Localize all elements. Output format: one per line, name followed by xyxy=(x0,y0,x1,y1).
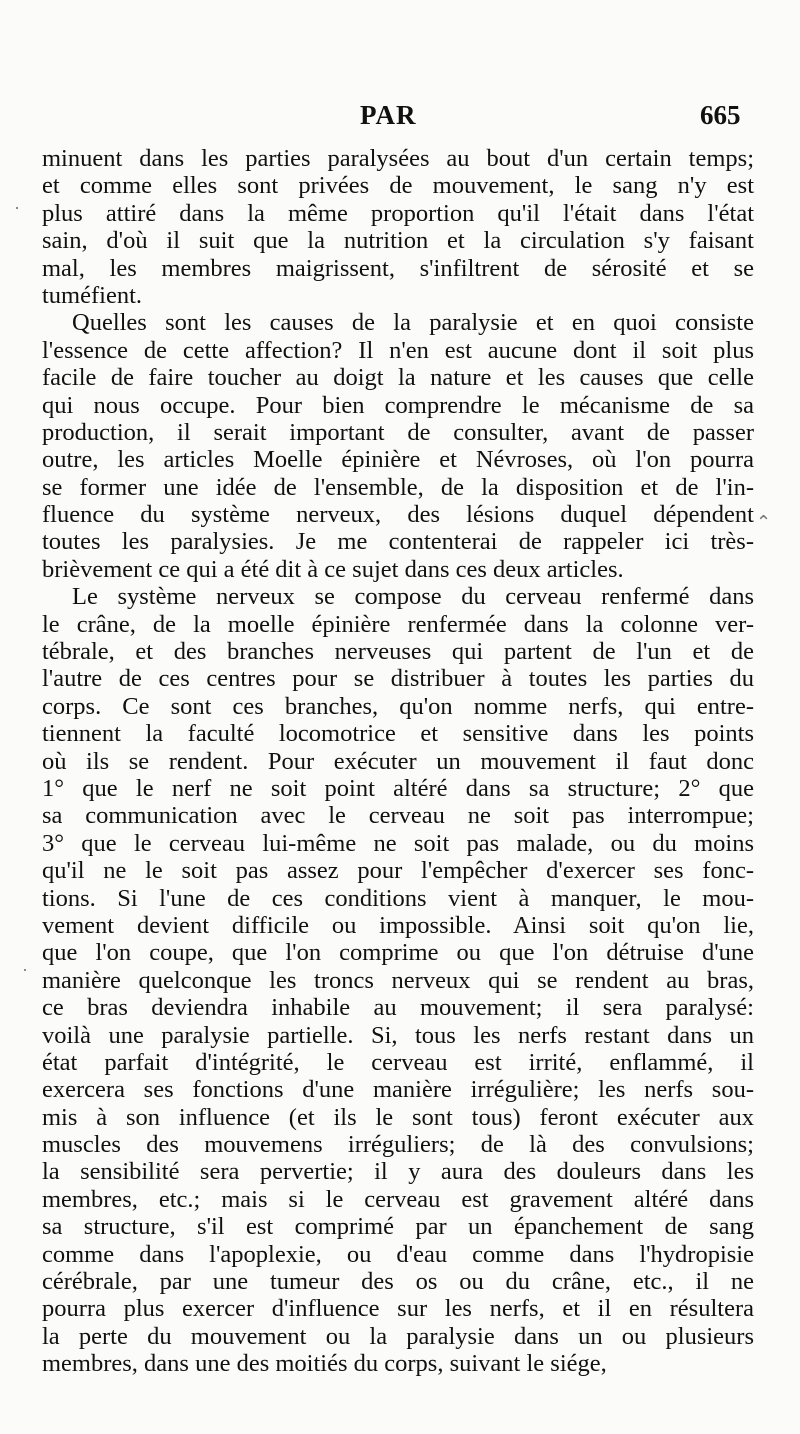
text-line: mis à son influence (et ils le sont tous) feront exécuter aux xyxy=(42,1103,754,1131)
text-line: cérébrale, par une tumeur des os ou du crâne, etc., il ne xyxy=(42,1268,754,1296)
text-line: minuent dans les parties paralysées au bout d'un certain temps; xyxy=(42,145,754,172)
text-line: voilà une paralysie partielle. Si, tous les nerfs restant dans un xyxy=(42,1021,754,1049)
text-line: l'essence de cette affection? Il n'en est aucune dont il soit plus xyxy=(42,336,754,364)
text-line: qu'il ne le soit pas assez pour l'empêcher d'exercer ses fonc- xyxy=(42,857,754,885)
text-line: sa communication avec le cerveau ne soit pas interrompue; xyxy=(42,802,754,830)
text-line: le crâne, de la moelle épinière renfermée dans la colonne ver- xyxy=(42,610,754,638)
text-line: la perte du mouvement ou la paralysie dans un ou plusieurs xyxy=(42,1322,754,1350)
text-line: muscles des mouvemens irréguliers; de là des convulsions; xyxy=(42,1131,754,1159)
text-line: pourra plus exercer d'influence sur les nerfs, et il en résultera xyxy=(42,1295,754,1323)
text-line: et comme elles sont privées de mouvement, le sang n'y est xyxy=(42,172,754,200)
text-line: 1° que le nerf ne soit point altéré dans sa structure; 2° que xyxy=(42,774,754,802)
scan-speck: ⌃ xyxy=(756,512,772,532)
text-line: Le système nerveux se compose du cerveau renfermé dans xyxy=(72,583,754,611)
text-line: comme dans l'apoplexie, ou d'eau comme dans l'hydropisie xyxy=(42,1240,754,1268)
text-line: qui nous occupe. Pour bien comprendre le mécanisme de sa xyxy=(42,391,754,419)
text-line: toutes les paralysies. Je me contenterai de rappeler ici très- xyxy=(42,528,754,556)
paragraph xyxy=(42,583,754,1377)
text-line: corps. Ce sont ces branches, qu'on nomme nerfs, qui entre- xyxy=(42,692,754,720)
text-line: ce bras deviendra inhabile au mouvement; il sera paralysé: xyxy=(42,994,754,1022)
text-line: plus attiré dans la même proportion qu'il l'était dans l'état xyxy=(42,199,754,227)
paragraph xyxy=(42,145,754,309)
text-line: l'autre de ces centres pour se distribuer à toutes les parties du xyxy=(42,665,754,693)
text-line: où ils se rendent. Pour exécuter un mouvement il faut donc xyxy=(42,747,754,775)
text-line: sa structure, s'il est comprimé par un épanchement de sang xyxy=(42,1213,754,1241)
scan-speck: · xyxy=(22,960,28,980)
text-line: mal, les membres maigrissent, s'infiltrent de sérosité et se xyxy=(42,254,754,282)
text-line: brièvement ce qui a été dit à ce sujet dans ces deux articles. xyxy=(42,555,624,583)
text-line: vement devient difficile ou impossible. Ainsi soit qu'on lie, xyxy=(42,911,754,939)
text-line: production, il serait important de consulter, avant de passer xyxy=(42,418,754,446)
text-line: la sensibilité sera pervertie; il y aura des douleurs dans les xyxy=(42,1158,754,1186)
text-line: se former une idée de l'ensemble, de la disposition et de l'in- xyxy=(42,473,754,501)
text-line: que l'on coupe, que l'on comprime ou que l'on détruise d'une xyxy=(42,939,754,967)
text-line: tébrale, et des branches nerveuses qui partent de l'un et de xyxy=(42,638,754,666)
paragraph xyxy=(42,309,754,583)
text-line: membres, dans une des moitiés du corps, suivant le siége, xyxy=(42,1350,607,1378)
text-line: Quelles sont les causes de la paralysie et en quoi consiste xyxy=(72,309,754,337)
text-line: état parfait d'intégrité, le cerveau est irrité, enflammé, il xyxy=(42,1048,754,1076)
scan-speck: · xyxy=(14,198,20,218)
text-line: fluence du système nerveux, des lésions duquel dépendent xyxy=(42,501,754,529)
page-number: 665 xyxy=(700,100,741,130)
text-line: tiennent la faculté locomotrice et sensitive dans les points xyxy=(42,720,754,748)
text-line: sain, d'où il suit que la nutrition et la circulation s'y faisant xyxy=(42,227,754,255)
running-head: PAR xyxy=(360,100,417,130)
text-line: manière quelconque les troncs nerveux qui se rendent au bras, xyxy=(42,966,754,994)
text-line: membres, etc.; mais si le cerveau est gravement altéré dans xyxy=(42,1185,754,1213)
text-line: outre, les articles Moelle épinière et Névroses, où l'on pourra xyxy=(42,446,754,474)
text-line: exercera ses fonctions d'une manière irrégulière; les nerfs sou- xyxy=(42,1076,754,1104)
text-line: facile de faire toucher au doigt la nature et les causes que celle xyxy=(42,364,754,392)
text-line: tions. Si l'une de ces conditions vient à manquer, le mou- xyxy=(42,884,754,912)
body-text xyxy=(42,145,754,1378)
text-line: tuméfient. xyxy=(42,281,143,309)
text-line: 3° que le cerveau lui-même ne soit pas malade, ou du moins xyxy=(42,829,754,857)
page-header xyxy=(0,100,800,140)
